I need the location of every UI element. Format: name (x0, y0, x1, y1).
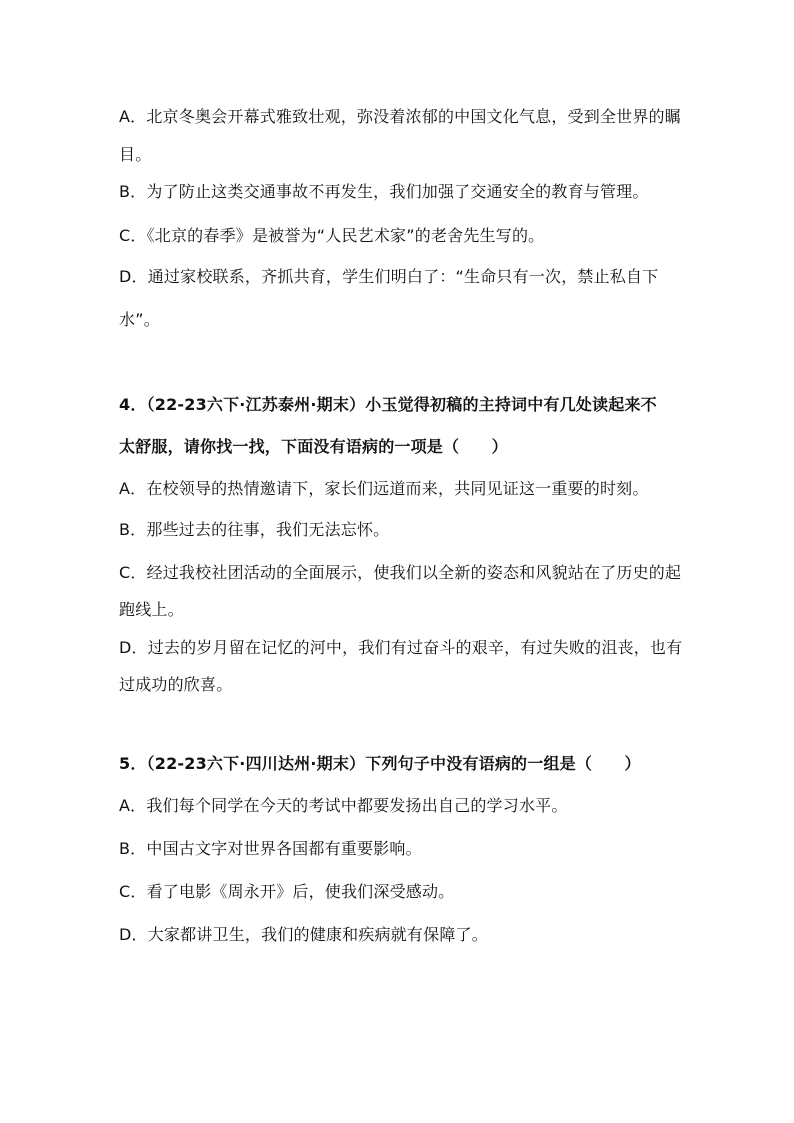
q3-option-a-line1: A．北京冬奥会开幕式雅致壮观，弥没着浓郁的中国文化气息，受到全世界的瞩 (119, 107, 681, 126)
q4-option-d-line1: D．过去的岁月留在记忆的河中，我们有过奋斗的艰辛，有过失败的沮丧，也有 (119, 638, 683, 657)
q5-option-d: D．大家都讲卫生，我们的健康和疾病就有保障了。 (119, 925, 488, 944)
q4-option-c-line2: 跑线上。 (119, 600, 184, 619)
q4-option-d-line2: 过成功的欣喜。 (119, 675, 233, 694)
q4-stem-line2: 太舒服，请你找一找，下面没有语病的一项是（ ） (119, 437, 508, 456)
q5-option-b: B．中国古文字对世界各国都有重要影响。 (119, 839, 422, 858)
q5-option-a: A．我们每个同学在今天的考试中都要发扬出自己的学习水平。 (119, 796, 568, 815)
q3-option-d-line1: D．通过家校联系，齐抓共育，学生们明白了：“生命只有一次，禁止私自下 (119, 267, 659, 286)
q3-option-a-line2: 目。 (119, 145, 152, 164)
q4-option-a: A．在校领导的热情邀请下，家长们远道而来，共同见证这一重要的时刻。 (119, 479, 649, 498)
q4-option-b: B．那些过去的往事，我们无法忘怀。 (119, 520, 390, 539)
q4-option-c-line1: C．经过我校社团活动的全面展示，使我们以全新的姿态和风貌站在了历史的起 (119, 563, 682, 582)
q3-option-b: B．为了防止这类交通事故不再发生，我们加强了交通安全的教育与管理。 (119, 182, 649, 201)
q5-option-c: C．看了电影《周永开》后，使我们深受感动。 (119, 882, 455, 901)
q4-stem-line1: 4．（22-23六下·江苏泰州·期末）小玉觉得初稿的主持词中有几处读起来不 (119, 395, 657, 414)
q5-stem: 5．（22-23六下·四川达州·期末）下列句子中没有语病的一组是（ ） (119, 754, 641, 773)
q3-option-d-line2: 水”。 (119, 310, 160, 329)
q3-option-c: C．《北京的春季》是被誉为“人民艺术家”的老舍先生写的。 (119, 226, 545, 245)
